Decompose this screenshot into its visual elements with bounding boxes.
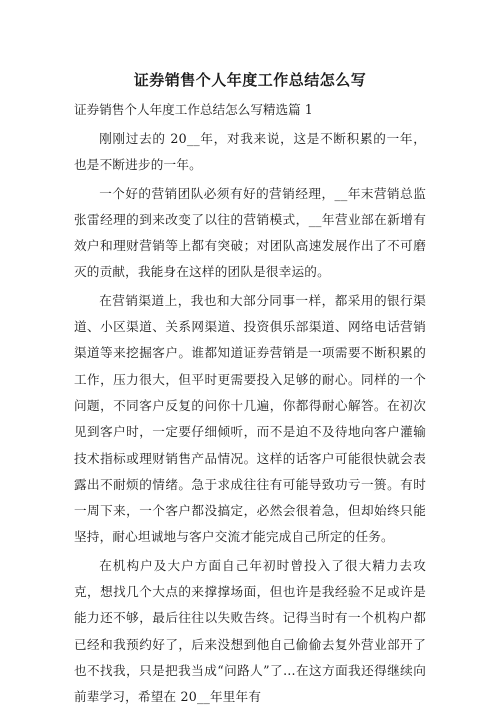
document-subtitle: 证券销售个人年度工作总结怎么写精选篇 1 xyxy=(74,102,313,117)
paragraph: 一个好的营销团队必须有好的营销经理，__年末营销总监张雷经理的到来改变了以往的营销模式，__年营业部在新增有效户和理财营销等上都有突破；对团队高速发展作出了不可磨灭的贡献，我能身在这样的团队是很幸运的。 xyxy=(74,185,426,280)
paragraph: 刚刚过去的 20__年，对我来说，这是不断积累的一年，也是不断进步的一年。 xyxy=(74,131,426,173)
paragraph: 在营销渠道上，我也和大部分同事一样，都采用的银行渠道、小区渠道、关系网渠道、投资俱乐部渠道、网络电话营销渠道等来挖掘客户。谁都知道证券营销是一项需要不断积累的工作，压力很大，但平时更需要投入足够的耐心。同样的一个问题，不同客户反复的问你十几遍，你都得耐心解答。在初次见到客户时，一定要仔细倾听，而不是迫不及待地向客户灌输技术指标或理财销售产品情况。这样的话客户可能很快就会表露出不耐烦的情绪。急于求成往往有可能导致功亏一篑。有时一周下来，一个客户都没搞定，必然会很着急，但却始终只能坚持，耐心坦诚地与客户交流才能完成自己所定的任务。 xyxy=(74,292,426,545)
paragraph: 在机构户及大户方面自己年初时曾投入了很大精力去攻克，想找几个大点的来撑撑场面，但也许是我经验不足或许是能力还不够，最后往往以失败告终。记得当时有一个机构户都已经和我预约好了，后来没想到他自己偷偷去复外营业部开了也不找我，只是把我当成“问路人”了…在这方面我还得继续向前辈学习，希望在 20__年里年有 xyxy=(74,557,426,705)
document-title: 证券销售个人年度工作总结怎么写 xyxy=(133,71,367,89)
